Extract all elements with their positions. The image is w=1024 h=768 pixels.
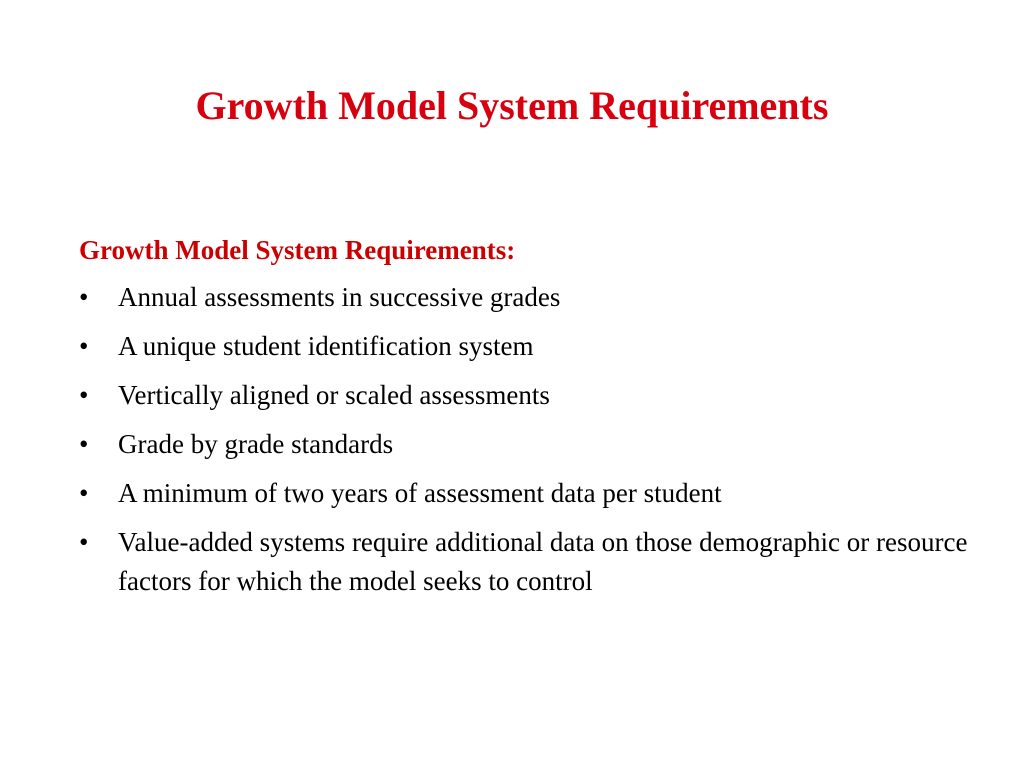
list-item-text: Value-added systems require additional data on those demographic or resource factors for which the model seeks to control: [118, 527, 968, 596]
list-item-text: Annual assessments in successive grades: [118, 282, 561, 312]
list-item-text: Grade by grade standards: [118, 429, 394, 459]
list-item-text: Vertically aligned or scaled assessments: [118, 380, 550, 410]
list-item-text: A minimum of two years of assessment data per student: [118, 478, 722, 508]
list-item: [79, 474, 979, 513]
list-item: [79, 327, 979, 366]
list-item: [79, 523, 979, 601]
list-item: [79, 278, 979, 317]
bullet-icon: •: [79, 331, 89, 361]
slide-content: [79, 230, 979, 611]
requirements-list: [79, 278, 979, 601]
bullet-icon: •: [79, 380, 89, 410]
list-item-text: A unique student identification system: [118, 331, 534, 361]
list-item: [79, 376, 979, 415]
section-subheading: Growth Model System Requirements:: [79, 235, 516, 265]
bullet-icon: •: [79, 478, 89, 508]
bullet-icon: •: [79, 429, 89, 459]
list-item: [79, 425, 979, 464]
bullet-icon: •: [79, 527, 89, 557]
slide-title: Growth Model System Requirements: [195, 83, 829, 128]
bullet-icon: •: [79, 282, 89, 312]
